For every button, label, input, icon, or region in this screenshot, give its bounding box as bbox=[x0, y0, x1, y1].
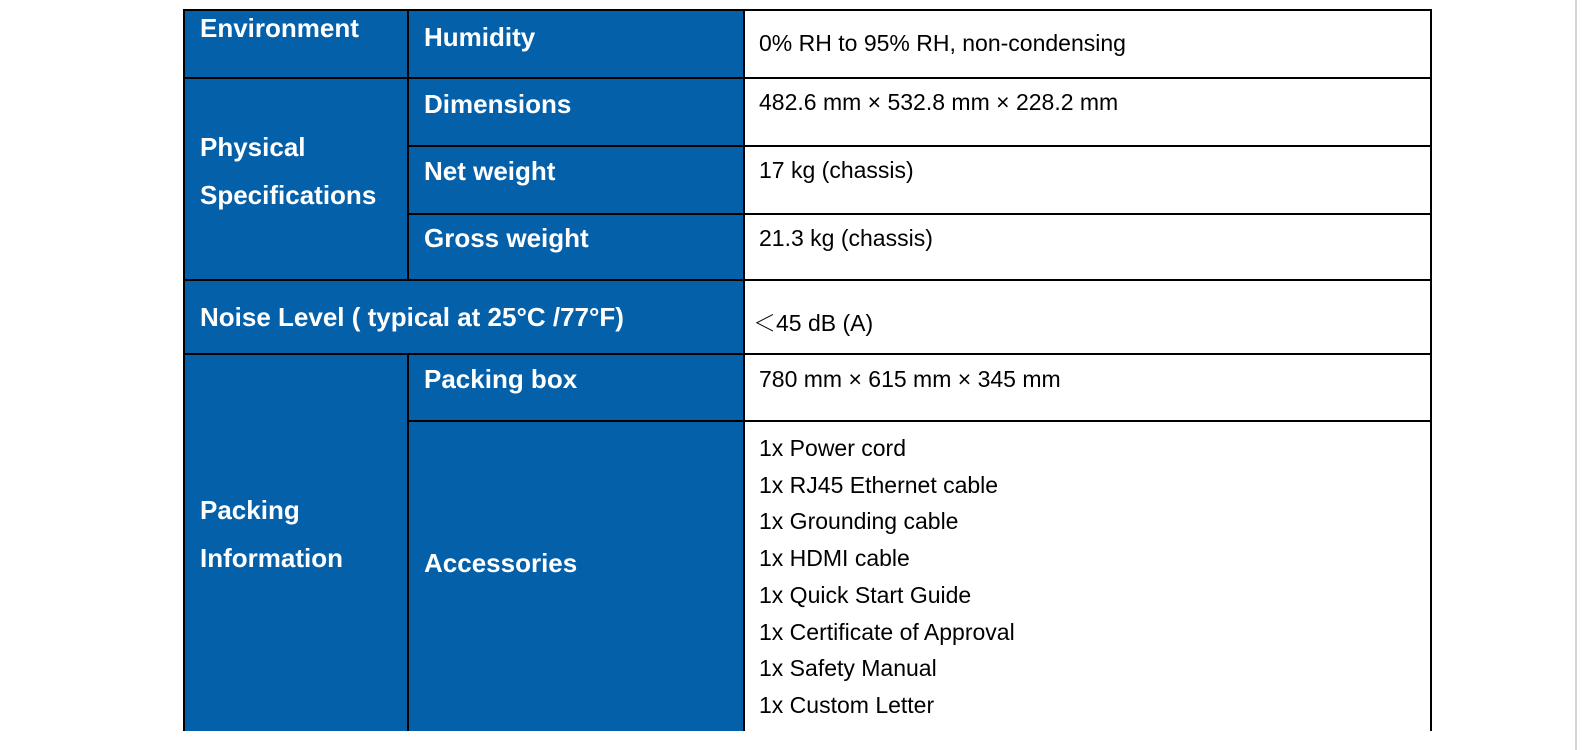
accessories-label-cell bbox=[409, 422, 743, 731]
accessories-value-cell bbox=[745, 422, 1430, 731]
scrollbar[interactable] bbox=[1570, 0, 1586, 750]
noise-level-label: Noise Level ( typical at 25°C /77°F) bbox=[200, 302, 624, 332]
category-packing-line2: Information bbox=[200, 543, 343, 573]
row-divider-5 bbox=[185, 353, 1430, 355]
noise-level-label-cell bbox=[185, 281, 743, 353]
net-weight-label-cell bbox=[409, 147, 743, 213]
gross-weight-value: 21.3 kg (chassis) bbox=[759, 225, 933, 251]
humidity-label: Humidity bbox=[424, 22, 536, 52]
accessory-item-rj45-cable: 1x RJ45 Ethernet cable bbox=[759, 471, 999, 498]
net-weight-value: 17 kg (chassis) bbox=[759, 157, 914, 183]
accessory-item-quick-start-guide: 1x Quick Start Guide bbox=[759, 581, 972, 608]
noise-level-value-cell bbox=[745, 281, 1430, 353]
packing-box-value-cell bbox=[745, 355, 1430, 420]
gross-weight-label: Gross weight bbox=[424, 223, 589, 253]
humidity-label-cell bbox=[409, 11, 743, 77]
category-packing-line1: Packing bbox=[200, 495, 300, 525]
gross-weight-value-cell bbox=[745, 215, 1430, 279]
dimensions-label: Dimensions bbox=[424, 89, 572, 119]
noise-level-value: ＜45 dB (A) bbox=[753, 310, 874, 336]
accessories-list bbox=[759, 430, 1015, 724]
packing-box-value: 780 mm × 615 mm × 345 mm bbox=[759, 366, 1061, 392]
specifications-table bbox=[183, 9, 1432, 731]
packing-box-label-cell bbox=[409, 355, 743, 420]
accessory-item-safety-manual: 1x Safety Manual bbox=[759, 655, 937, 682]
row-divider-4 bbox=[185, 279, 1430, 281]
accessory-item-hdmi-cable: 1x HDMI cable bbox=[759, 545, 910, 572]
dimensions-value-cell bbox=[745, 79, 1430, 145]
humidity-value-cell bbox=[745, 11, 1430, 77]
category-physical-line2: Specifications bbox=[200, 180, 377, 210]
category-physical-line1: Physical bbox=[200, 132, 306, 162]
net-weight-value-cell bbox=[745, 147, 1430, 213]
accessory-item-certificate-of-approval: 1x Certificate of Approval bbox=[759, 618, 1015, 645]
accessory-item-custom-letter: 1x Custom Letter bbox=[759, 691, 935, 718]
row-divider-2 bbox=[407, 145, 1430, 147]
dimensions-value: 482.6 mm × 532.8 mm × 228.2 mm bbox=[759, 89, 1119, 115]
accessory-item-grounding-cable: 1x Grounding cable bbox=[759, 508, 959, 535]
category-environment-label: Environment bbox=[200, 13, 359, 43]
column-divider-1-lower bbox=[407, 353, 409, 731]
category-physical-specifications bbox=[185, 79, 407, 279]
column-divider-2 bbox=[743, 11, 745, 731]
accessory-item-power-cord: 1x Power cord bbox=[759, 435, 907, 461]
humidity-value: 0% RH to 95% RH, non-condensing bbox=[759, 30, 1126, 56]
packing-box-label: Packing box bbox=[424, 364, 578, 394]
accessories-label: Accessories bbox=[424, 548, 578, 578]
row-divider-1 bbox=[185, 77, 1430, 79]
category-packing-information bbox=[185, 355, 407, 731]
category-environment bbox=[185, 11, 407, 77]
row-divider-6 bbox=[407, 420, 1430, 422]
dimensions-label-cell bbox=[409, 79, 743, 145]
row-divider-3 bbox=[407, 213, 1430, 215]
scrollbar-track[interactable] bbox=[1575, 0, 1577, 750]
net-weight-label: Net weight bbox=[424, 156, 556, 186]
gross-weight-label-cell bbox=[409, 215, 743, 279]
